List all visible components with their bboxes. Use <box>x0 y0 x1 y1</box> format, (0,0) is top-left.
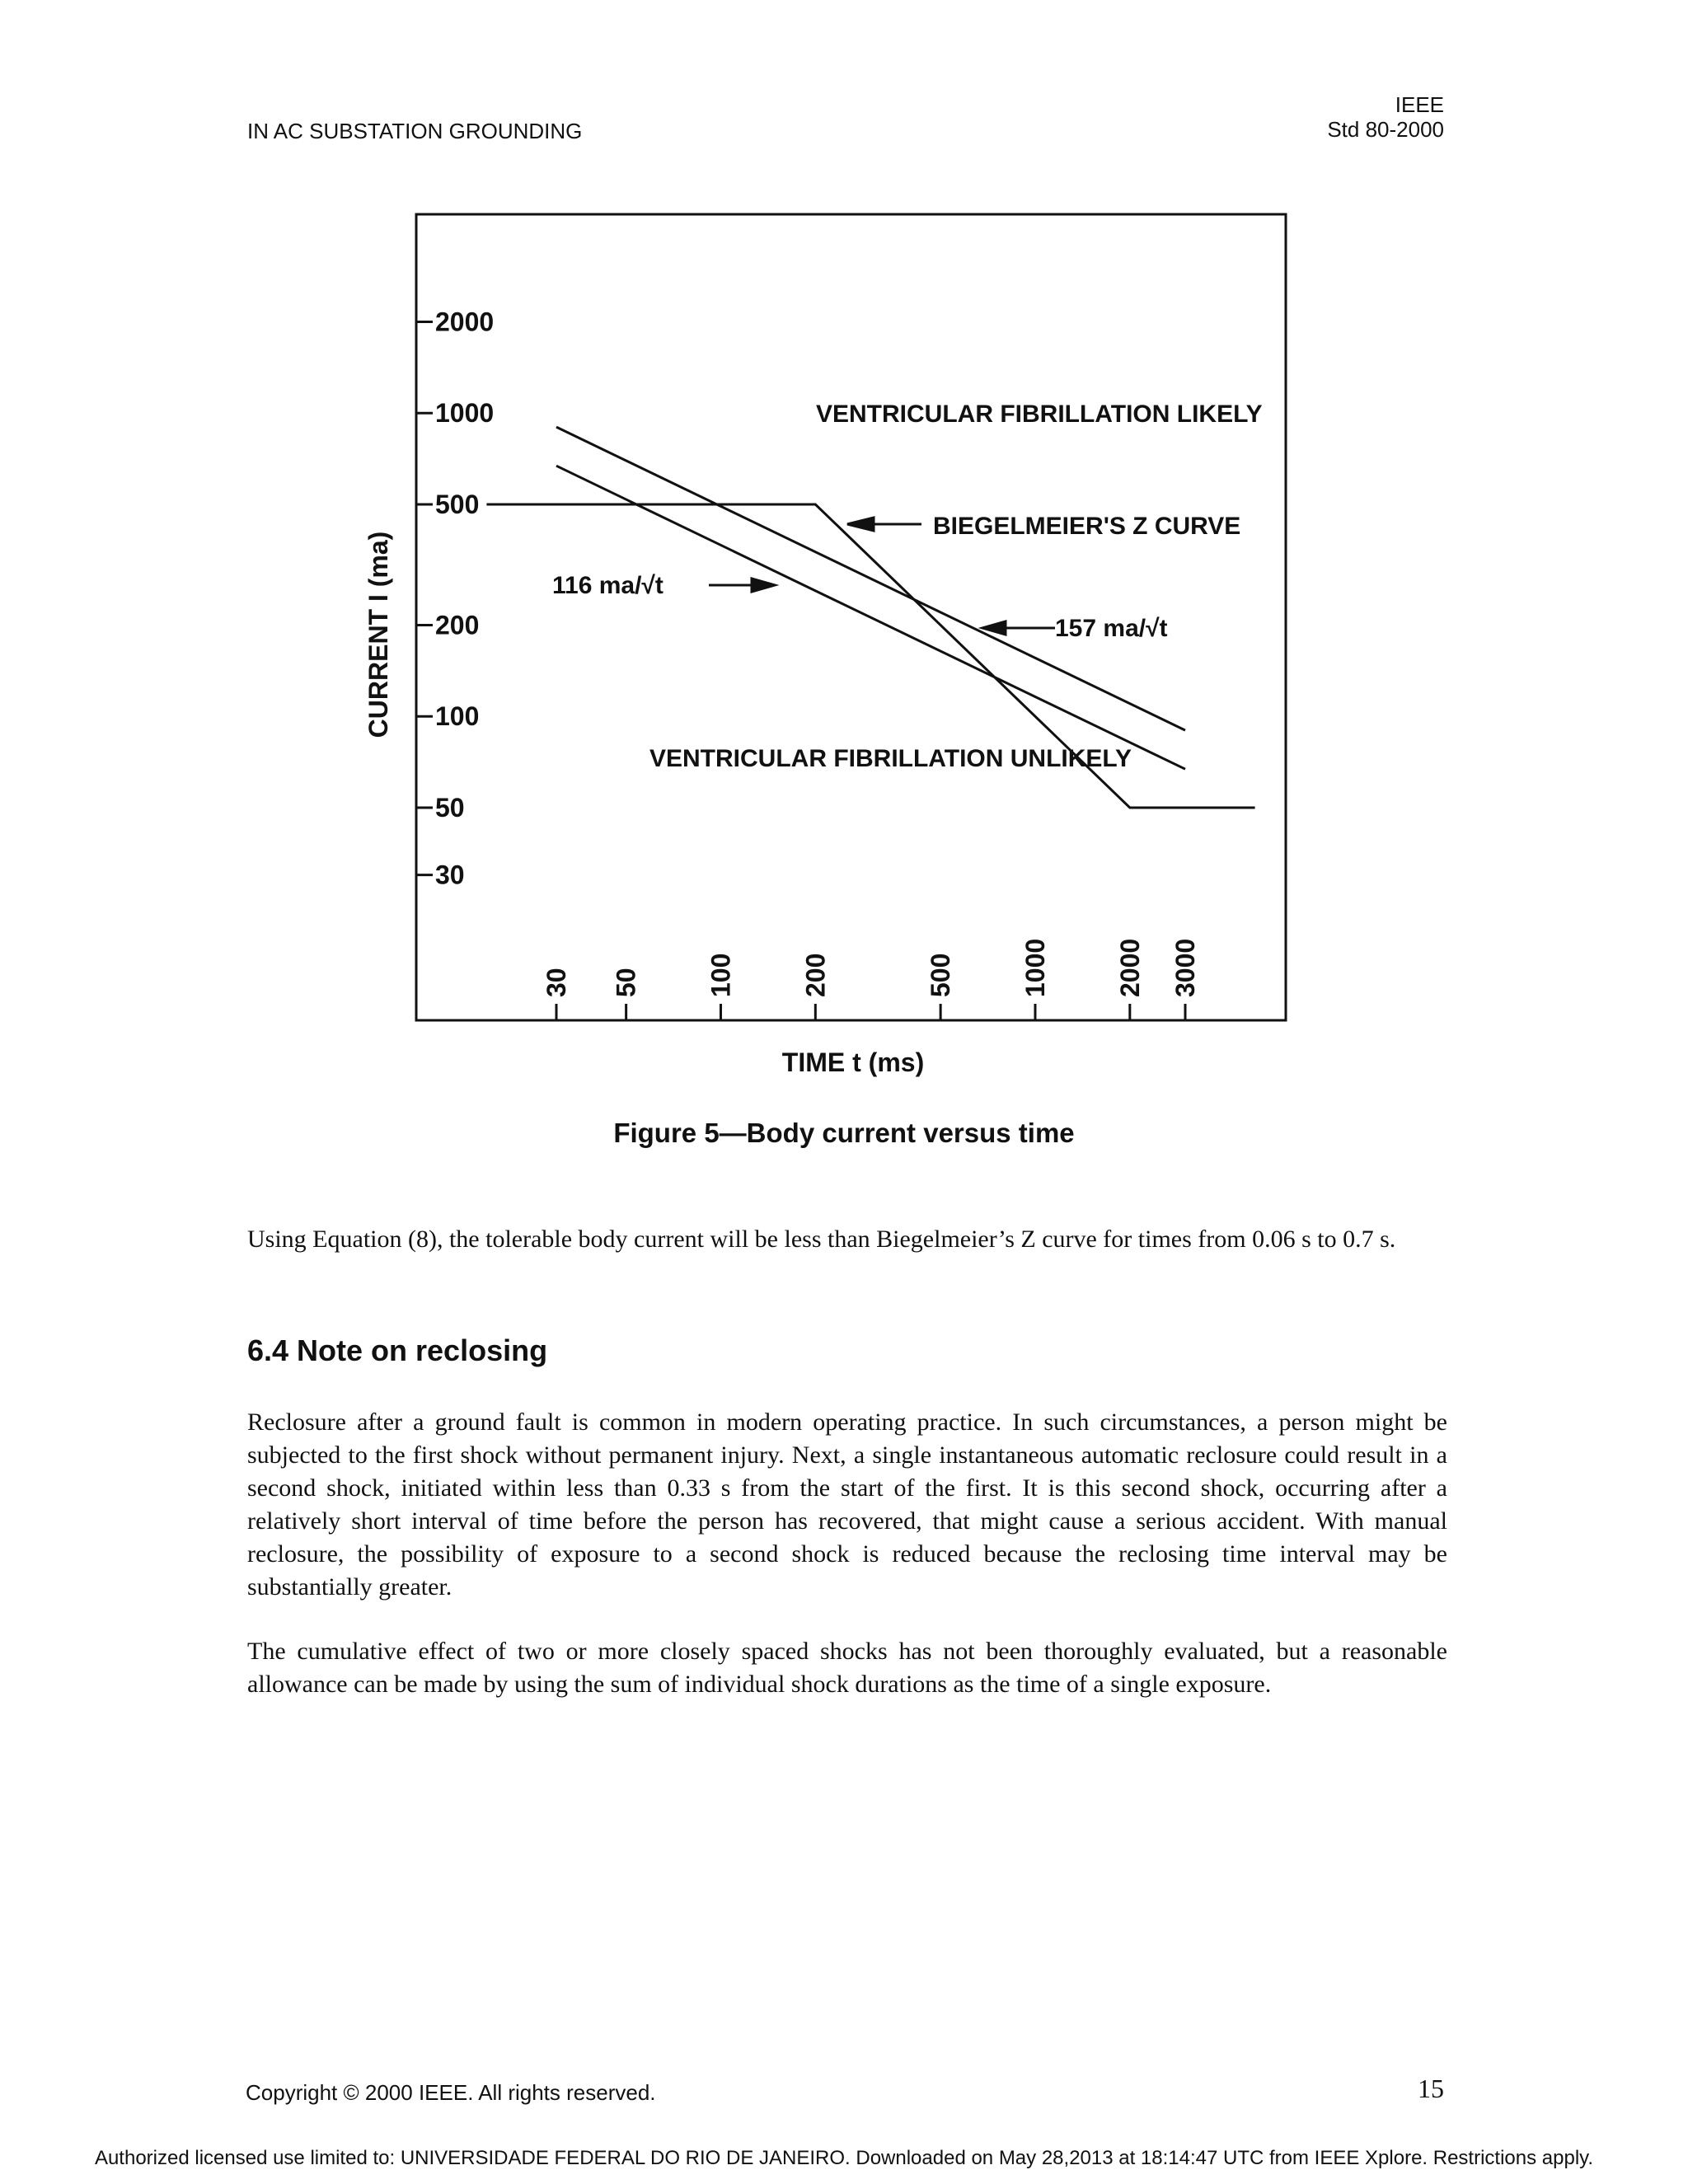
x-tick-label: 30 <box>542 968 571 997</box>
y-tick-label: 200 <box>435 610 480 640</box>
body-current-chart <box>354 198 1343 1104</box>
y-tick-label: 30 <box>435 860 465 890</box>
figure-caption: Figure 5—Body current versus time <box>613 1118 1075 1148</box>
y-tick-label: 2000 <box>435 307 495 337</box>
section-heading: 6.4 Note on reclosing <box>247 1333 548 1367</box>
y-tick-label: 100 <box>435 701 480 732</box>
x-tick-label: 1000 <box>1020 938 1050 997</box>
x-tick-label: 2000 <box>1114 938 1145 997</box>
paragraph-equation-note: Using Equation (8), the tolerable body current will be less than Biegelmeier’s Z curve for times from 0.06 s to 0.7 s. <box>247 1226 1396 1253</box>
figure-body-current <box>354 198 1343 1108</box>
x-tick-label: 500 <box>926 953 956 997</box>
annotation-116: 116 ma/√t <box>552 572 663 599</box>
x-tick-label: 50 <box>611 968 641 997</box>
arrowhead-116 <box>752 579 775 592</box>
paragraph-reclosure: Reclosure after a ground fault is common in modern operating practice. In such circumstances, a person might be subjected to the first shock without permanent injury. Next, a single instantaneous automatic reclosure could result in a second shock, initiated within less than 0.33 s from the start of the first. It is this second shock, occurring after a relatively short interval of time before the person has recovered, that might cause a serious accident. With manual reclosure, the possibility of exposure to a second shock is reduced because the reclosing time interval may be substantially greater. <box>247 1408 1447 1601</box>
annotation-z-curve: BIEGELMEIER'S Z CURVE <box>933 513 1241 540</box>
x-tick-label: 100 <box>706 953 736 997</box>
x-tick-label: 200 <box>800 953 831 997</box>
y-axis-label: CURRENT I (ma) <box>363 531 393 738</box>
annotation-157: 157 ma/√t <box>1055 615 1168 642</box>
arrowhead-157 <box>982 621 1006 635</box>
y-tick-label: 1000 <box>435 398 495 429</box>
paragraph-cumulative-effect: The cumulative effect of two or more closely spaced shocks has not been thoroughly evaluated, but a reasonable allowance can be made by using the sum of individual shock durations as the time of a single exposure. <box>247 1638 1447 1698</box>
page-number: 15 <box>1418 2074 1444 2103</box>
arrowhead-z-curve <box>847 518 874 531</box>
header-std-number: Std 80-2000 <box>1327 117 1444 142</box>
y-tick-label: 50 <box>435 793 465 823</box>
x-axis-label: TIME t (ms) <box>781 1047 925 1077</box>
running-header-left: IN AC SUBSTATION GROUNDING <box>247 119 583 143</box>
x-tick-label: 3000 <box>1170 938 1200 997</box>
license-notice: Authorized licensed use limited to: UNIVERSIDADE FEDERAL DO RIO DE JANEIRO. Downloaded on May 28,2013 at 18:14:47 UTC from IEEE Xplore. Restrictions apply. <box>94 2147 1594 2169</box>
y-tick-label: 500 <box>435 490 480 519</box>
annotation-fibrillation-likely: VENTRICULAR FIBRILLATION LIKELY <box>816 401 1263 428</box>
running-header-right <box>1327 92 1444 142</box>
copyright-notice: Copyright © 2000 IEEE. All rights reserved. <box>246 2080 656 2105</box>
header-org: IEEE <box>1395 92 1444 117</box>
annotation-fibrillation-unlikely: VENTRICULAR FIBRILLATION UNLIKELY <box>649 745 1132 772</box>
